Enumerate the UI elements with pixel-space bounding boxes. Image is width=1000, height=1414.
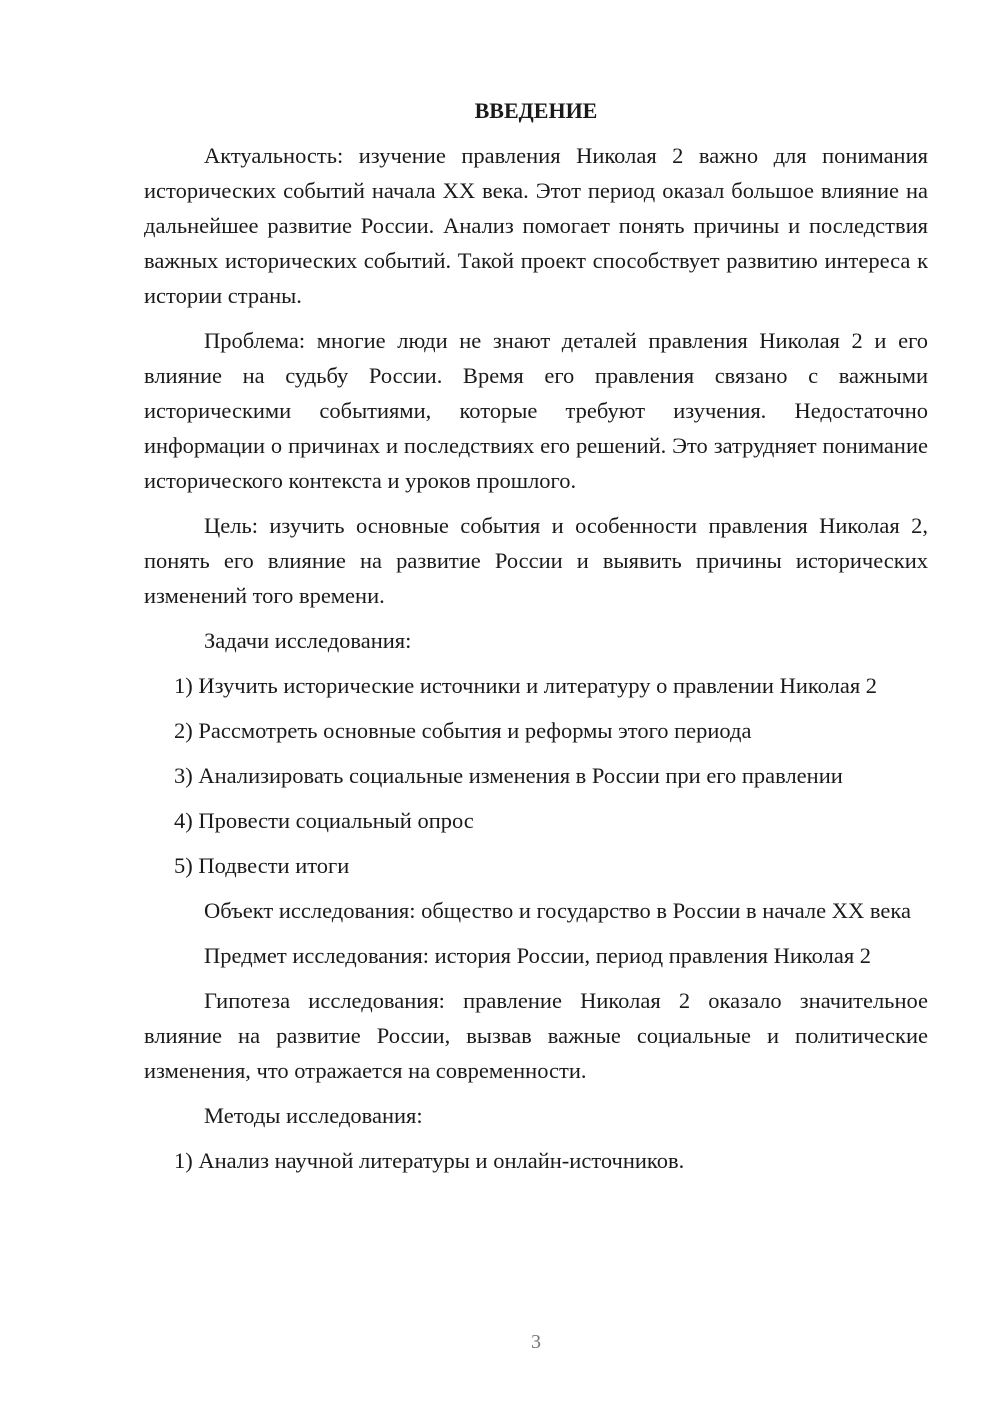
page-number: 3	[531, 1331, 541, 1353]
task-item: 1) Изучить исторические источники и литературу о правлении Николая 2	[174, 673, 878, 698]
section-heading: ВВЕДЕНИЕ	[474, 98, 598, 123]
methods-label: Методы исследования:	[204, 1103, 423, 1128]
task-item: 2) Рассмотреть основные события и реформы этого периода	[174, 718, 752, 743]
object-paragraph: Объект исследования: общество и государство в России в начале XX века	[204, 898, 911, 923]
document-page	[144, 96, 928, 1188]
task-item: 3) Анализировать социальные изменения в России при его правлении	[174, 763, 843, 788]
task-item: 5) Подвести итоги	[174, 853, 350, 878]
method-item: 1) Анализ научной литературы и онлайн-источников.	[174, 1148, 685, 1173]
goal-paragraph: Цель: изучить основные события и особенности правления Николая 2, понять его влияние на развитие России и выявить причины исторических изменений того времени.	[144, 513, 928, 608]
task-item: 4) Провести социальный опрос	[174, 808, 474, 833]
subject-paragraph: Предмет исследования: история России, период правления Николая 2	[204, 943, 872, 968]
hypothesis-paragraph: Гипотеза исследования: правление Николая 2 оказало значительное влияние на развитие России, вызвав важные социальные и политические изменения, что отражается на современности.	[144, 988, 928, 1083]
problem-paragraph: Проблема: многие люди не знают деталей правления Николая 2 и его влияние на судьбу России. Время его правления связано с важными историческими событиями, которые требуют изучения. Недостаточно информации о причинах и последствиях его решений. Это затрудняет понимание исторического контекста и уроков прошлого.	[144, 328, 928, 493]
tasks-label: Задачи исследования:	[204, 628, 412, 653]
actuality-paragraph: Актуальность: изучение правления Николая 2 важно для понимания исторических событий начала XX века. Этот период оказал большое влияние на дальнейшее развитие России. Анализ помогает понять причины и последствия важных исторических событий. Такой проект способствует развитию интереса к истории страны.	[144, 143, 928, 308]
